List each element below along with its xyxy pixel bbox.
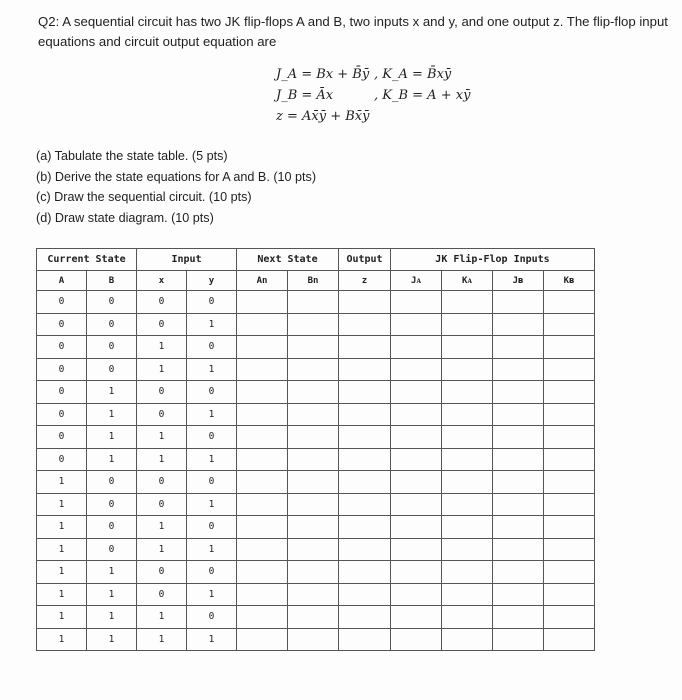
cell-z[interactable] bbox=[339, 313, 391, 336]
cell-z[interactable] bbox=[339, 538, 391, 561]
cell-x: 1 bbox=[137, 426, 187, 449]
cell-ka[interactable] bbox=[442, 426, 493, 449]
part-c: (c) Draw the sequential circuit. (10 pts) bbox=[36, 190, 252, 204]
state-table bbox=[36, 248, 595, 651]
cell-ja[interactable] bbox=[391, 448, 442, 471]
cell-ka[interactable] bbox=[442, 516, 493, 539]
cell-ja[interactable] bbox=[391, 313, 442, 336]
cell-ka[interactable] bbox=[442, 471, 493, 494]
question-parts bbox=[36, 146, 456, 228]
cell-ja[interactable] bbox=[391, 628, 442, 651]
cell-bn[interactable] bbox=[288, 516, 339, 539]
cell-b: 1 bbox=[87, 381, 137, 404]
cell-kb[interactable] bbox=[544, 583, 595, 606]
col-x: x bbox=[137, 271, 187, 291]
cell-kb[interactable] bbox=[544, 471, 595, 494]
cell-jb[interactable] bbox=[493, 538, 544, 561]
cell-bn[interactable] bbox=[288, 561, 339, 584]
cell-kb[interactable] bbox=[544, 606, 595, 629]
cell-b: 1 bbox=[87, 403, 137, 426]
table-row bbox=[37, 358, 595, 381]
cell-y: 0 bbox=[187, 291, 237, 314]
cell-an[interactable] bbox=[237, 516, 288, 539]
cell-jb[interactable] bbox=[493, 448, 544, 471]
cell-bn[interactable] bbox=[288, 583, 339, 606]
cell-a: 1 bbox=[37, 538, 87, 561]
cell-jb[interactable] bbox=[493, 606, 544, 629]
cell-x: 0 bbox=[137, 583, 187, 606]
cell-an[interactable] bbox=[237, 561, 288, 584]
cell-b: 0 bbox=[87, 538, 137, 561]
cell-kb[interactable] bbox=[544, 336, 595, 359]
cell-ka[interactable] bbox=[442, 448, 493, 471]
cell-jb[interactable] bbox=[493, 471, 544, 494]
cell-bn[interactable] bbox=[288, 313, 339, 336]
cell-kb[interactable] bbox=[544, 493, 595, 516]
cell-z[interactable] bbox=[339, 583, 391, 606]
cell-y: 1 bbox=[187, 358, 237, 381]
cell-z[interactable] bbox=[339, 336, 391, 359]
col-b: B bbox=[87, 271, 137, 291]
cell-b: 1 bbox=[87, 448, 137, 471]
cell-ja[interactable] bbox=[391, 358, 442, 381]
group-header-row bbox=[37, 249, 595, 271]
cell-a: 0 bbox=[37, 336, 87, 359]
table-row bbox=[37, 313, 595, 336]
cell-an[interactable] bbox=[237, 358, 288, 381]
cell-a: 0 bbox=[37, 381, 87, 404]
table-row bbox=[37, 538, 595, 561]
cell-y: 1 bbox=[187, 448, 237, 471]
cell-bn[interactable] bbox=[288, 606, 339, 629]
col-ja: Jᴀ bbox=[391, 271, 442, 291]
cell-ka[interactable] bbox=[442, 583, 493, 606]
cell-jb[interactable] bbox=[493, 561, 544, 584]
col-bn: Bn bbox=[288, 271, 339, 291]
cell-kb[interactable] bbox=[544, 561, 595, 584]
cell-b: 0 bbox=[87, 358, 137, 381]
table-row bbox=[37, 426, 595, 449]
cell-kb[interactable] bbox=[544, 516, 595, 539]
header-next-state: Next State bbox=[237, 249, 339, 271]
part-a: (a) Tabulate the state table. (5 pts) bbox=[36, 149, 228, 163]
cell-ka[interactable] bbox=[442, 538, 493, 561]
cell-a: 1 bbox=[37, 561, 87, 584]
cell-x: 1 bbox=[137, 336, 187, 359]
cell-x: 1 bbox=[137, 628, 187, 651]
cell-x: 0 bbox=[137, 313, 187, 336]
equation-ja: J_A = Bx + B̄ȳ bbox=[276, 67, 370, 82]
cell-an[interactable] bbox=[237, 606, 288, 629]
cell-y: 1 bbox=[187, 628, 237, 651]
cell-x: 1 bbox=[137, 516, 187, 539]
cell-bn[interactable] bbox=[288, 291, 339, 314]
cell-bn[interactable] bbox=[288, 426, 339, 449]
table-row bbox=[37, 628, 595, 651]
cell-kb[interactable] bbox=[544, 538, 595, 561]
cell-a: 0 bbox=[37, 291, 87, 314]
cell-y: 0 bbox=[187, 426, 237, 449]
cell-z[interactable] bbox=[339, 381, 391, 404]
equation-row-2 bbox=[276, 85, 470, 106]
cell-x: 1 bbox=[137, 448, 187, 471]
cell-ja[interactable] bbox=[391, 471, 442, 494]
cell-y: 0 bbox=[187, 381, 237, 404]
cell-ja[interactable] bbox=[391, 403, 442, 426]
cell-ja[interactable] bbox=[391, 381, 442, 404]
cell-bn[interactable] bbox=[288, 358, 339, 381]
cell-z[interactable] bbox=[339, 291, 391, 314]
cell-ja[interactable] bbox=[391, 606, 442, 629]
cell-an[interactable] bbox=[237, 426, 288, 449]
cell-an[interactable] bbox=[237, 403, 288, 426]
cell-an[interactable] bbox=[237, 336, 288, 359]
col-ka: Kᴀ bbox=[442, 271, 493, 291]
cell-x: 0 bbox=[137, 471, 187, 494]
cell-y: 1 bbox=[187, 538, 237, 561]
equation-row-3 bbox=[276, 106, 470, 127]
table-row bbox=[37, 448, 595, 471]
cell-an[interactable] bbox=[237, 538, 288, 561]
cell-kb[interactable] bbox=[544, 628, 595, 651]
col-jb: Jʙ bbox=[493, 271, 544, 291]
table-row bbox=[37, 493, 595, 516]
cell-y: 1 bbox=[187, 313, 237, 336]
cell-jb[interactable] bbox=[493, 381, 544, 404]
cell-an[interactable] bbox=[237, 448, 288, 471]
cell-a: 0 bbox=[37, 358, 87, 381]
cell-ja[interactable] bbox=[391, 583, 442, 606]
cell-y: 0 bbox=[187, 471, 237, 494]
cell-b: 0 bbox=[87, 291, 137, 314]
cell-b: 0 bbox=[87, 336, 137, 359]
cell-an[interactable] bbox=[237, 313, 288, 336]
cell-ja[interactable] bbox=[391, 336, 442, 359]
cell-y: 1 bbox=[187, 403, 237, 426]
cell-b: 1 bbox=[87, 583, 137, 606]
cell-jb[interactable] bbox=[493, 493, 544, 516]
cell-ka[interactable] bbox=[442, 493, 493, 516]
cell-jb[interactable] bbox=[493, 291, 544, 314]
cell-ka[interactable] bbox=[442, 606, 493, 629]
cell-ka[interactable] bbox=[442, 291, 493, 314]
cell-y: 0 bbox=[187, 336, 237, 359]
cell-a: 0 bbox=[37, 403, 87, 426]
cell-ja[interactable] bbox=[391, 493, 442, 516]
cell-an[interactable] bbox=[237, 628, 288, 651]
cell-a: 1 bbox=[37, 628, 87, 651]
cell-b: 0 bbox=[87, 516, 137, 539]
cell-x: 0 bbox=[137, 493, 187, 516]
cell-a: 1 bbox=[37, 606, 87, 629]
cell-ka[interactable] bbox=[442, 336, 493, 359]
cell-ja[interactable] bbox=[391, 291, 442, 314]
question-text: Q2: A sequential circuit has two JK flip-flops A and B, two inputs x and y, and one output z. The flip-flop input equations and circuit output equation are bbox=[38, 14, 668, 49]
state-table-body bbox=[37, 291, 595, 651]
cell-b: 1 bbox=[87, 628, 137, 651]
cell-an[interactable] bbox=[237, 291, 288, 314]
cell-a: 1 bbox=[37, 493, 87, 516]
table-row bbox=[37, 471, 595, 494]
table-row bbox=[37, 606, 595, 629]
cell-a: 1 bbox=[37, 471, 87, 494]
col-kb: Kʙ bbox=[544, 271, 595, 291]
cell-z[interactable] bbox=[339, 471, 391, 494]
cell-a: 0 bbox=[37, 313, 87, 336]
cell-kb[interactable] bbox=[544, 448, 595, 471]
cell-y: 0 bbox=[187, 561, 237, 584]
cell-jb[interactable] bbox=[493, 583, 544, 606]
cell-y: 0 bbox=[187, 516, 237, 539]
cell-z[interactable] bbox=[339, 426, 391, 449]
cell-an[interactable] bbox=[237, 381, 288, 404]
cell-bn[interactable] bbox=[288, 381, 339, 404]
part-b: (b) Derive the state equations for A and B. (10 pts) bbox=[36, 169, 317, 184]
cell-b: 1 bbox=[87, 561, 137, 584]
cell-x: 1 bbox=[137, 538, 187, 561]
cell-bn[interactable] bbox=[288, 471, 339, 494]
cell-ka[interactable] bbox=[442, 358, 493, 381]
table-row bbox=[37, 381, 595, 404]
cell-jb[interactable] bbox=[493, 403, 544, 426]
cell-an[interactable] bbox=[237, 471, 288, 494]
cell-a: 0 bbox=[37, 448, 87, 471]
cell-bn[interactable] bbox=[288, 448, 339, 471]
cell-b: 0 bbox=[87, 471, 137, 494]
cell-ka[interactable] bbox=[442, 561, 493, 584]
table-row bbox=[37, 583, 595, 606]
equations-block bbox=[276, 64, 470, 127]
table-row bbox=[37, 336, 595, 359]
cell-ja[interactable] bbox=[391, 561, 442, 584]
cell-jb[interactable] bbox=[493, 313, 544, 336]
table-row bbox=[37, 561, 595, 584]
cell-bn[interactable] bbox=[288, 403, 339, 426]
table-row bbox=[37, 403, 595, 426]
col-an: An bbox=[237, 271, 288, 291]
header-input: Input bbox=[137, 249, 237, 271]
cell-b: 0 bbox=[87, 313, 137, 336]
column-header-row bbox=[37, 271, 595, 291]
equation-kb: , K_B = A + xȳ bbox=[374, 88, 471, 103]
cell-bn[interactable] bbox=[288, 628, 339, 651]
cell-z[interactable] bbox=[339, 606, 391, 629]
cell-jb[interactable] bbox=[493, 516, 544, 539]
cell-ja[interactable] bbox=[391, 516, 442, 539]
cell-ka[interactable] bbox=[442, 313, 493, 336]
cell-ka[interactable] bbox=[442, 381, 493, 404]
cell-b: 1 bbox=[87, 606, 137, 629]
part-d: (d) Draw state diagram. (10 pts) bbox=[36, 210, 214, 225]
cell-an[interactable] bbox=[237, 583, 288, 606]
equation-row-1 bbox=[276, 64, 470, 85]
cell-x: 1 bbox=[137, 358, 187, 381]
cell-b: 0 bbox=[87, 493, 137, 516]
cell-ja[interactable] bbox=[391, 538, 442, 561]
cell-z[interactable] bbox=[339, 493, 391, 516]
cell-kb[interactable] bbox=[544, 291, 595, 314]
cell-x: 0 bbox=[137, 403, 187, 426]
header-current-state: Current State bbox=[37, 249, 137, 271]
cell-bn[interactable] bbox=[288, 336, 339, 359]
cell-jb[interactable] bbox=[493, 628, 544, 651]
header-jk-inputs: JK Flip-Flop Inputs bbox=[391, 249, 595, 271]
cell-x: 1 bbox=[137, 606, 187, 629]
col-z: z bbox=[339, 271, 391, 291]
cell-y: 1 bbox=[187, 493, 237, 516]
cell-y: 0 bbox=[187, 606, 237, 629]
col-a: A bbox=[37, 271, 87, 291]
cell-jb[interactable] bbox=[493, 336, 544, 359]
cell-x: 0 bbox=[137, 291, 187, 314]
cell-bn[interactable] bbox=[288, 538, 339, 561]
cell-z[interactable] bbox=[339, 628, 391, 651]
cell-an[interactable] bbox=[237, 493, 288, 516]
cell-jb[interactable] bbox=[493, 426, 544, 449]
cell-x: 0 bbox=[137, 381, 187, 404]
cell-z[interactable] bbox=[339, 561, 391, 584]
cell-b: 1 bbox=[87, 426, 137, 449]
cell-z[interactable] bbox=[339, 448, 391, 471]
cell-kb[interactable] bbox=[544, 358, 595, 381]
equation-jb: J_B = Āx bbox=[276, 88, 334, 103]
cell-kb[interactable] bbox=[544, 426, 595, 449]
col-y: y bbox=[187, 271, 237, 291]
cell-ja[interactable] bbox=[391, 426, 442, 449]
table-row bbox=[37, 291, 595, 314]
cell-a: 1 bbox=[37, 516, 87, 539]
cell-kb[interactable] bbox=[544, 313, 595, 336]
cell-ka[interactable] bbox=[442, 628, 493, 651]
cell-jb[interactable] bbox=[493, 358, 544, 381]
cell-z[interactable] bbox=[339, 516, 391, 539]
cell-kb[interactable] bbox=[544, 403, 595, 426]
cell-y: 1 bbox=[187, 583, 237, 606]
cell-kb[interactable] bbox=[544, 381, 595, 404]
cell-ka[interactable] bbox=[442, 403, 493, 426]
equation-z: z = Ax̄ȳ + Bx̄ȳ bbox=[276, 109, 370, 124]
cell-bn[interactable] bbox=[288, 493, 339, 516]
cell-a: 0 bbox=[37, 426, 87, 449]
cell-a: 1 bbox=[37, 583, 87, 606]
table-row bbox=[37, 516, 595, 539]
equation-ka: , K_A = B̄xȳ bbox=[374, 67, 452, 82]
cell-z[interactable] bbox=[339, 358, 391, 381]
header-output: Output bbox=[339, 249, 391, 271]
cell-x: 0 bbox=[137, 561, 187, 584]
cell-z[interactable] bbox=[339, 403, 391, 426]
